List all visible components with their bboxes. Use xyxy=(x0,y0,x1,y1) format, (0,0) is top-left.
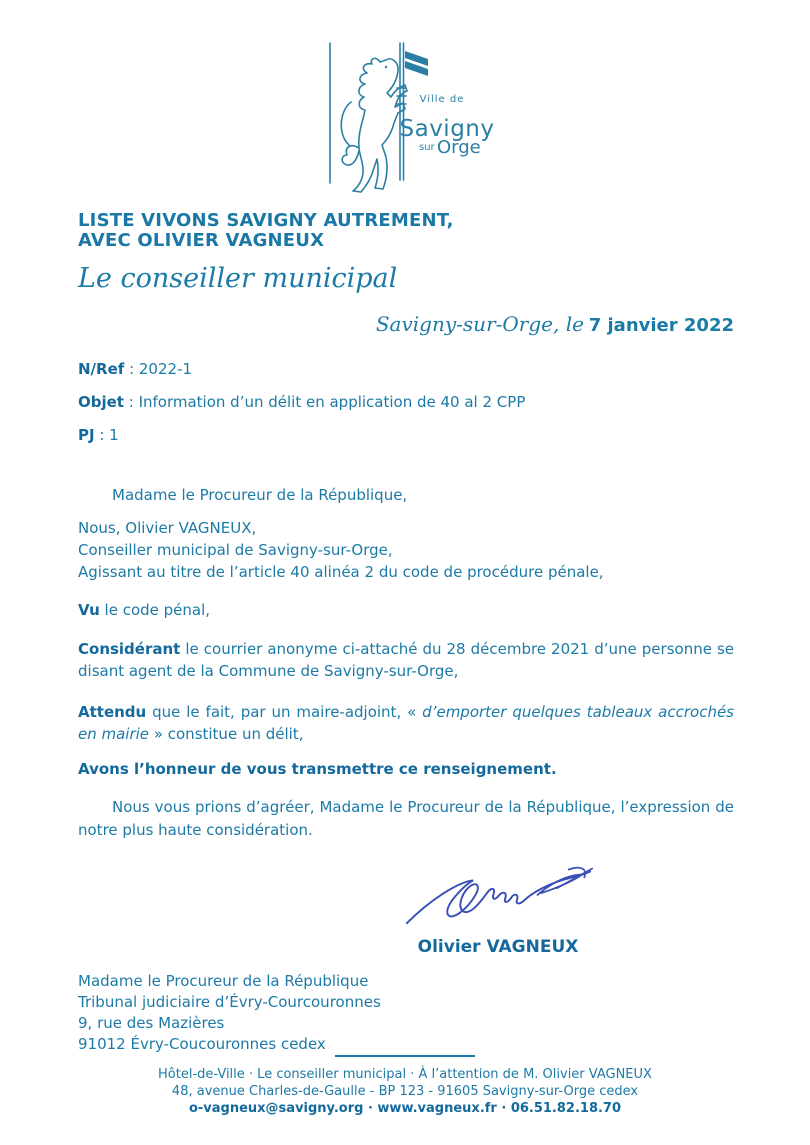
dateline xyxy=(78,311,734,340)
salutation: Madame le Procureur de la République, xyxy=(112,486,408,504)
logo-city-sub: Orge xyxy=(437,137,481,158)
attendu-quote: d’emporter quelques tableaux accrochés en mairie xyxy=(78,702,734,743)
recipient-line-1: Madame le Procureur de la République xyxy=(78,972,369,990)
attendu-keyword: Attendu xyxy=(78,702,147,721)
paragraph-attendu xyxy=(78,701,734,746)
footer-contact-line: o-vagneux@savigny.org · www.vagneux.fr · 06.51.82.18.70 xyxy=(188,1101,622,1116)
paragraph-considerant xyxy=(78,638,734,683)
handwritten-signature-icon xyxy=(401,853,596,931)
attendu-text-2: » constitue un délit, xyxy=(149,725,304,743)
recipient-line-2: Tribunal judiciaire d’Évry-Courcouronnes xyxy=(78,993,381,1011)
role-title: Le conseiller municipal xyxy=(78,263,398,294)
logo-city-main: Savigny xyxy=(399,116,495,142)
nref-value: 2022-1 xyxy=(138,360,193,378)
vu-text: le code pénal, xyxy=(99,601,211,619)
letter-footer xyxy=(0,1050,810,1117)
logo-city-top: Ville de xyxy=(419,94,465,105)
list-title-line1: LISTE VIVONS SAVIGNY AUTREMENT, xyxy=(78,210,454,231)
logo-city-sub-small: sur xyxy=(419,142,435,153)
sender-list-title xyxy=(78,211,734,251)
signature-block xyxy=(318,853,678,957)
paragraph-closing: Nous vous prions d’agréer, Madame le Procureur de la République, l’expression de notre plus haute considération. xyxy=(78,798,734,839)
paragraph-vu xyxy=(78,599,734,622)
attendu-text-1: que le fait, par un maire-adjoint, « xyxy=(146,702,423,721)
intro-line-2: Conseiller municipal de Savigny-sur-Orge, xyxy=(78,541,393,559)
nref-label: N/Ref xyxy=(78,360,125,378)
pj-value: 1 xyxy=(109,426,119,444)
objet-label: Objet xyxy=(78,393,124,411)
vu-keyword: Vu xyxy=(78,601,100,619)
list-title-line2: AVEC OLIVIER VAGNEUX xyxy=(78,230,325,251)
recipient-line-3: 9, rue des Mazières xyxy=(78,1014,225,1032)
paragraph-honneur: Avons l’honneur de vous transmettre ce renseignement. xyxy=(78,759,557,778)
signatory-name: Olivier VAGNEUX xyxy=(417,937,579,957)
nref-sep: : xyxy=(124,360,139,378)
intro-line-1: Nous, Olivier VAGNEUX, xyxy=(78,519,257,537)
recipient-line-4: 91012 Évry-Coucouronnes cedex xyxy=(78,1035,326,1053)
considerant-keyword: Considérant xyxy=(78,639,181,658)
objet-sep: : xyxy=(123,393,139,411)
recipient-address xyxy=(78,971,734,1055)
letter-body xyxy=(78,0,734,1055)
footer-line-2: 48, avenue Charles-de-Gaulle - BP 123 - 91605 Savigny-sur-Orge cedex xyxy=(171,1084,639,1099)
reference-row-nref xyxy=(78,358,734,380)
considerant-text: le courrier anonyme ci-attaché du 28 décembre 2021 d’une personne se disant agent de la Commune de Savigny-sur-Orge, xyxy=(78,639,734,680)
footer-line-1: Hôtel-de-Ville · Le conseiller municipal · À l’attention de M. Olivier VAGNEUX xyxy=(158,1067,652,1082)
dateline-place: Savigny-sur-Orge, le xyxy=(375,312,584,336)
pj-label: PJ xyxy=(78,426,95,444)
dateline-date: 7 janvier 2022 xyxy=(588,315,734,336)
reference-row-objet xyxy=(78,391,734,413)
intro-block xyxy=(78,517,734,583)
intro-line-3: Agissant au titre de l’article 40 alinéa 2 du code de procédure pénale, xyxy=(78,563,604,581)
objet-value: Information d’un délit en application de 40 al 2 CPP xyxy=(138,393,526,411)
footer-divider xyxy=(335,1055,475,1057)
pj-sep: : xyxy=(94,426,110,444)
reference-row-pj xyxy=(78,424,734,446)
